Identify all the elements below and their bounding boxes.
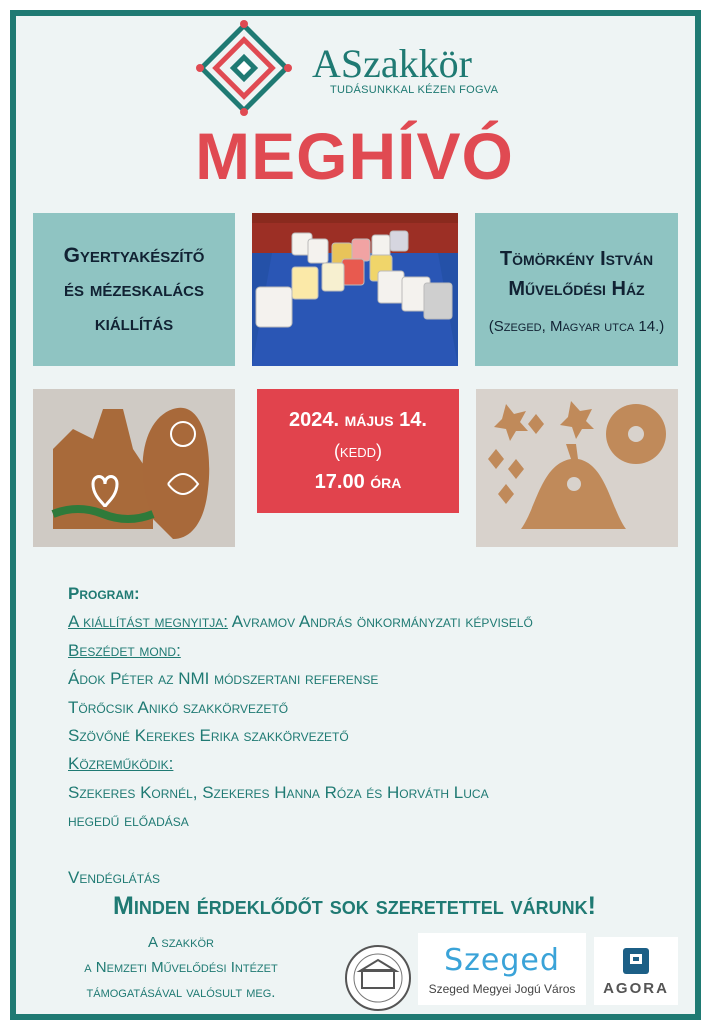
program-opening: [68, 608, 533, 636]
support-text: [50, 930, 312, 1005]
program-section: [68, 580, 533, 892]
gingerbread-figures-photo: [33, 389, 235, 547]
candles-photo: [252, 213, 458, 366]
venue-box: [475, 213, 678, 366]
opening-label: A kiállítást megnyitja:: [68, 612, 228, 632]
performers-line2: hegedű előadása: [68, 811, 189, 831]
opening-person: Avramov András önkormányzati képviselő: [227, 612, 533, 632]
support-line3: támogatásával valósult meg.: [86, 984, 276, 1001]
venue-line1: Tömörkény István: [499, 248, 654, 270]
exhibition-box: [33, 213, 235, 366]
exhibition-line3: kiállítás: [94, 311, 174, 335]
speech-label: Beszédet mond:: [68, 640, 181, 660]
program-heading: Program:: [68, 584, 140, 603]
szeged-logo: [418, 933, 586, 1005]
event-date: 2024. május 14.: [289, 409, 427, 431]
szeged-caption: Szeged Megyei Jogú Város: [428, 981, 576, 996]
page-title: MEGHÍVÓ: [195, 119, 514, 193]
support-line2: a Nemzeti Művelődési Intézet: [84, 959, 278, 976]
event-box: [257, 389, 459, 513]
exhibition-line1: Gyertyakészítő: [63, 243, 205, 267]
szakkor-emblem-icon: [196, 20, 292, 116]
gingerbread-cookies-photo: [476, 389, 678, 547]
venue-address: (Szeged, Magyar utca 14.): [488, 318, 665, 335]
speaker-1: Ádok Péter az NMI módszertani referense: [68, 669, 379, 689]
event-weekday: (kedd): [333, 441, 383, 461]
speaker-3: Szövőné Kerekes Erika szakkörvezető: [68, 726, 349, 746]
contrib-label: Közreműködik:: [68, 754, 174, 774]
cultural-house-stamp-logo: [344, 944, 412, 1012]
event-time: 17.00 óra: [314, 471, 402, 493]
venue-line2: Művelődési Ház: [508, 278, 645, 300]
performers-line1: Szekeres Kornél, Szekeres Hanna Róza és Horváth Luca: [68, 782, 489, 802]
agora-wordmark: AGORA: [603, 979, 669, 997]
exhibition-line2: és mézeskalács: [63, 277, 204, 301]
agora-icon: [621, 946, 651, 976]
speaker-2: Törőcsik Anikó szakkörvezető: [68, 697, 289, 717]
agora-logo: [594, 937, 678, 1005]
brand-tagline: TUDÁSUNKKAL KÉZEN FOGVA: [330, 84, 499, 96]
closing-line: Minden érdeklődőt sok szeretettel várunk!: [113, 892, 596, 920]
szeged-wordmark: Szeged: [444, 942, 560, 978]
brand-name: ASzakkör: [312, 41, 472, 86]
catering: Vendéglátás: [68, 867, 161, 887]
support-line1: A szakkör: [148, 934, 214, 951]
